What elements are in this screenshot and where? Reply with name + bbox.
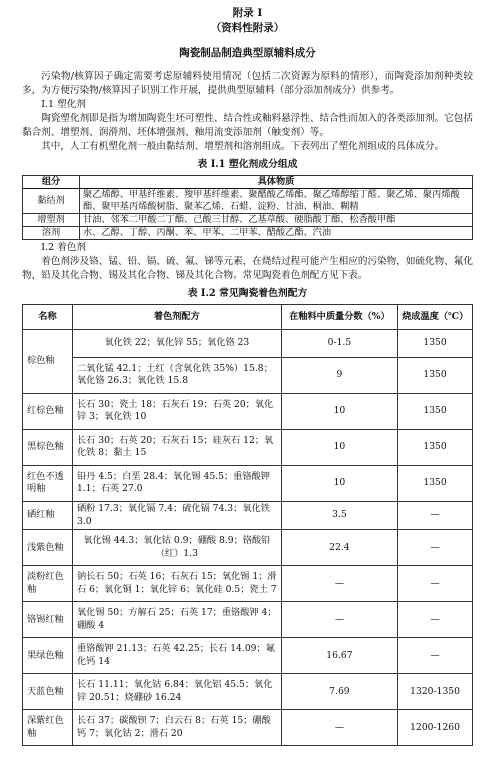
intro-paragraph: 污染物/核算因子确定需要考虑原辅料使用情况（包括二次资源为原料的情形），而陶瓷添加剂种类较多，为方便污染物/核算因子识别工作开展，提供典型原辅料（部分添加剂成分）供参考。 — [22, 70, 473, 96]
table-cell-name: 硒红釉 — [23, 501, 73, 529]
table-cell-name: 棕色釉 — [23, 329, 73, 393]
table-cell-fraction: 3.5 — [281, 501, 397, 529]
table-cell-component: 增塑剂 — [23, 214, 80, 227]
table-row — [23, 566, 473, 602]
table-cell-name: 红色不透明釉 — [23, 465, 73, 501]
table-cell-temperature: — — [398, 602, 473, 638]
column-header: 烧成温度（℃） — [398, 304, 473, 329]
table-row — [23, 602, 473, 638]
table-cell-fraction: 16.67 — [281, 638, 397, 674]
table-row — [23, 357, 473, 393]
table-cell-name: 淡粉红色釉 — [23, 566, 73, 602]
table-row — [23, 465, 473, 501]
table-cell-temperature: — — [398, 566, 473, 602]
appendix-type: （资料性附录） — [210, 22, 285, 35]
table-cell-temperature: — — [398, 638, 473, 674]
plasticizer-paragraph-2: 其中，人工有机塑化剂一般由黏结剂、增塑剂和溶剂组成。下表列出了塑化剂组成的具体成分。 — [41, 141, 445, 153]
table-cell-substances: 甘油、邻苯二甲酸二丁酯、己酸三甘醇、乙基草酸、硬脂酸丁酯、松香酸甲酯 — [80, 214, 473, 227]
table-cell-name: 浅紫色釉 — [23, 530, 73, 566]
page-title: 陶瓷制品制造典型原辅料成分 — [179, 47, 316, 60]
table-cell-name: 黑棕色釉 — [23, 429, 73, 465]
table-cell-temperature: 1320-1350 — [398, 674, 473, 710]
table-row — [23, 710, 473, 746]
table-row — [23, 393, 473, 429]
table-cell-temperature: 1350 — [398, 465, 473, 501]
table-cell-name: 深紫红色釉 — [23, 710, 73, 746]
table-header-row — [23, 304, 473, 329]
table-cell-temperature: 1350 — [398, 429, 473, 465]
table-cell-formula: 氧化锡 50；方解石 25；石英 17；重铬酸钾 4；硼酸 4 — [72, 602, 281, 638]
table1-caption: 表 I.1 塑化剂成分组成 — [197, 159, 298, 171]
table-row — [23, 638, 473, 674]
table-cell-formula: 长石 30；瓷土 18；石灰石 19；石英 20；氧化锌 3；氧化铁 10 — [72, 393, 281, 429]
column-header: 名称 — [23, 304, 73, 329]
table-cell-fraction: — — [281, 602, 397, 638]
table-cell-substances: 水、乙醇、丁醇、丙酮、苯、甲苯、二甲苯、醋酸乙酯、汽油 — [80, 227, 473, 240]
plasticizer-table — [22, 175, 473, 240]
column-header: 组分 — [23, 176, 80, 189]
table-cell-formula: 重铬酸钾 21.13；石英 42.25；长石 14.09；氟化钙 14 — [72, 638, 281, 674]
table-row — [23, 227, 473, 240]
table-cell-component: 溶剂 — [23, 227, 80, 240]
table2-caption: 表 I.2 常见陶瓷着色剂配方 — [187, 287, 308, 299]
colorant-table — [22, 304, 473, 746]
table-cell-formula: 氧化铁 22；氧化锌 55；氧化铬 23 — [72, 329, 281, 357]
table-cell-name: 铬锡红釉 — [23, 602, 73, 638]
table-row — [23, 429, 473, 465]
column-header: 具体物质 — [80, 176, 473, 189]
table-cell-component: 黏结剂 — [23, 189, 80, 214]
table-cell-formula: 铅丹 4.5；白垩 28.4；氧化锡 45.5；重铬酸钾 1.1；石英 27.0 — [72, 465, 281, 501]
table-cell-formula: 硒粉 17.3；氧化镉 7.4；硫化镉 74.3；氧化铁 3.0 — [72, 501, 281, 529]
table-cell-fraction: 0-1.5 — [281, 329, 397, 357]
table-header-row — [23, 176, 473, 189]
table-cell-fraction: 9 — [281, 357, 397, 393]
table-row — [23, 189, 473, 214]
column-header: 着色剂配方 — [72, 304, 281, 329]
table-cell-temperature: 1350 — [398, 393, 473, 429]
table-cell-name: 天蓝色釉 — [23, 674, 73, 710]
table-cell-fraction: 10 — [281, 393, 397, 429]
table-row — [23, 674, 473, 710]
table-row — [23, 329, 473, 357]
section-heading-plasticizer: I.1 塑化剂 — [41, 99, 86, 111]
table-cell-fraction: — — [281, 566, 397, 602]
column-header: 在釉料中质量分数（%） — [281, 304, 397, 329]
table-row — [23, 501, 473, 529]
table-cell-formula: 长石 11.11；氧化钴 6.84；氧化铝 45.5；氧化锌 20.51；烧硼砂 16.24 — [72, 674, 281, 710]
table-cell-fraction: 22.4 — [281, 530, 397, 566]
table-cell-fraction: 10 — [281, 465, 397, 501]
table-cell-substances: 聚乙烯醇、甲基纤维素、羧甲基纤维素、聚醋酸乙烯酯、聚乙烯醇缩丁醛、聚乙烯、聚丙烯酸酯、聚甲基丙烯酸树脂、聚苯乙烯、石蜡、淀粉、甘油、桐油、糊精 — [80, 189, 473, 214]
table-row — [23, 530, 473, 566]
table-row — [23, 214, 473, 227]
table-cell-fraction: 10 — [281, 429, 397, 465]
table-cell-formula: 钠长石 50；石英 16；石灰石 15；氧化锡 1；滑石 6；氧化铜 1；氧化锌 6；氧化硅 0.5；瓷土 7 — [72, 566, 281, 602]
colorant-paragraph: 着色剂涉及铬、锰、铅、镉、硫、氟、锑等元素，在烧结过程可能产生相应的污染物，如硫化物、氟化物，铅及其化合物、锡及其化合物、锑及其化合物。常见陶瓷着色剂配方见下表。 — [22, 255, 473, 281]
table-cell-name: 果绿色釉 — [23, 638, 73, 674]
table-cell-name: 红棕色釉 — [23, 393, 73, 429]
table-cell-temperature: 1200-1260 — [398, 710, 473, 746]
plasticizer-paragraph-1: 陶瓷塑化剂即是指为增加陶瓷生坯可塑性、结合性或釉料悬浮性、结合性而加入的各类添加剂。它包括黏合剂、增塑剂、润滑剂、坯体增强剂、釉用流变添加剂（触变剂）等。 — [22, 113, 473, 139]
table-cell-fraction: — — [281, 710, 397, 746]
table-cell-formula: 长石 30；石英 20；石灰石 15；硅灰石 12；氧化铁 8；黏土 15 — [72, 429, 281, 465]
table-cell-temperature: — — [398, 530, 473, 566]
table-cell-formula: 二氧化锰 42.1；土红（含氧化铁 35%）15.8；氧化铬 26.3；氧化铁 15.8 — [72, 357, 281, 393]
table-cell-fraction: 7.69 — [281, 674, 397, 710]
table-cell-formula: 长石 37；碳酸钡 7；白云石 8；石英 15；硼酸钙 7；氧化钴 2；滑石 20 — [72, 710, 281, 746]
table-cell-temperature: — — [398, 501, 473, 529]
section-heading-colorant: I.2 着色剂 — [41, 242, 86, 254]
table-cell-formula: 氧化锡 44.3；氧化钴 0.9；硼酸 8.9；铬酸铅（红）1.3 — [72, 530, 281, 566]
table-cell-temperature: 1350 — [398, 329, 473, 357]
appendix-label: 附录 I — [232, 7, 263, 19]
table-cell-temperature: 1350 — [398, 357, 473, 393]
